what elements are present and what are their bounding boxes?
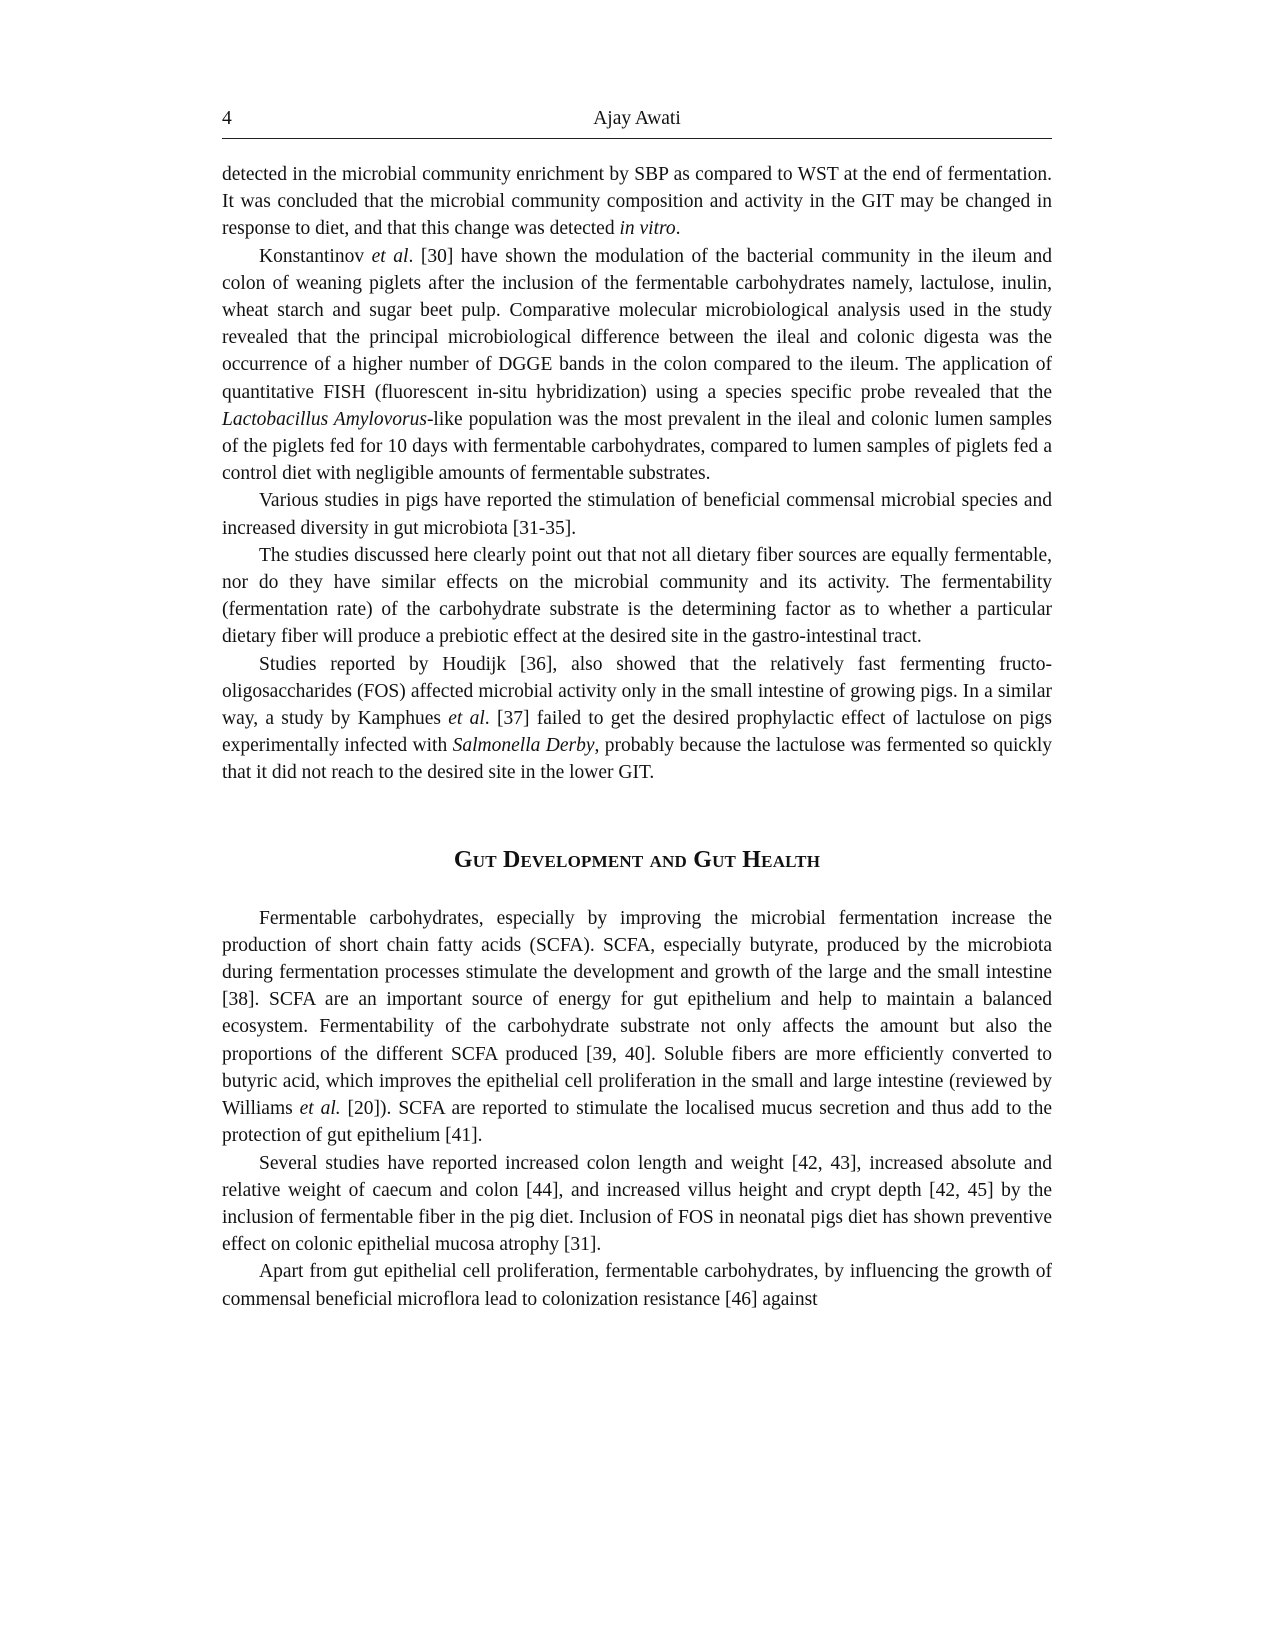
- text-run: [20]). SCFA are reported to stimulate the localised mucus secretion and thus add to the protection of gut epithelium [41].: [222, 1098, 1052, 1147]
- paragraph-studies-discussed: The studies discussed here clearly point out that not all dietary fiber sources are equally fermentable, nor do they have similar effects on the microbial community and its activity. The fermentability (fermentation rate) of the carbohydrate substrate is the determining factor as to whether a particular dietary fiber will produce a prebiotic effect at the desired site in the gastro-intestinal tract.: [222, 544, 1052, 648]
- text-run: .: [675, 218, 681, 240]
- italic-text: Salmonella Derby: [452, 735, 595, 757]
- paragraph-continuation: [222, 161, 1052, 243]
- document-page: [222, 104, 1052, 1313]
- body-text: [222, 161, 1052, 787]
- italic-text: et al.: [299, 1098, 341, 1120]
- text-run: Studies reported by Houdijk [36], also showed that the relatively fast fermenting fructo-oligosaccharides (FOS) affected microbial activity only in the small intestine of growing pigs. In a similar way, a study by Kamphues: [222, 653, 1052, 730]
- running-title: Ajay Awati: [593, 108, 681, 129]
- section-body: [222, 905, 1052, 1313]
- paragraph-houdijk: [222, 651, 1052, 787]
- text-run: Konstantinov: [259, 245, 372, 267]
- text-run: detected in the microbial community enrichment by SBP as compared to WST at the end of fermentation. It was concluded that the microbial community composition and activity in the GIT may be changed in response to diet, and that this change was detected: [222, 164, 1052, 240]
- section-heading: Gut Development and Gut Health: [453, 846, 821, 873]
- text-run: -like population was the most prevalent in the ileal and colonic lumen samples of the piglets fed for 10 days with fermentable carbohydrates, compared to lumen samples of piglets fed a control diet with negligible amounts of fermentable substrates.: [222, 408, 1052, 485]
- italic-text: et al: [371, 245, 409, 267]
- running-header: [222, 104, 1052, 139]
- italic-text: Lactobacillus Amylovorus: [222, 408, 427, 430]
- text-run: . [37] failed to get the desired prophylactic effect of lactulose on pigs experimentally infected with: [222, 708, 1052, 757]
- paragraph-apart-from: Apart from gut epithelial cell proliferation, fermentable carbohydrates, by influencing the growth of commensal beneficial microflora lead to colonization resistance [46] against: [222, 1261, 1052, 1310]
- paragraph-scfa: [222, 905, 1052, 1150]
- paragraph-various-studies: Various studies in pigs have reported the stimulation of beneficial commensal microbial species and increased diversity in gut microbiota [31-35].: [222, 490, 1052, 539]
- paragraph-colon-length: Several studies have reported increased colon length and weight [42, 43], increased absolute and relative weight of caecum and colon [44], and increased villus height and crypt depth [42, 45] by the inclusion of fermentable fiber in the pig diet. Inclusion of FOS in neonatal pigs diet has shown preventive effect on colonic epithelial mucosa atrophy [31].: [222, 1152, 1052, 1256]
- paragraph-konstantinov: [222, 243, 1052, 488]
- italic-text: et al: [448, 708, 485, 730]
- text-run: . [30] have shown the modulation of the bacterial community in the ileum and colon of weaning piglets after the inclusion of the fermentable carbohydrates namely, lactulose, inulin, wheat starch and sugar beet pulp. Comparative molecular microbiological analysis used in the study revealed that the principal microbiological difference between the ileal and colonic digesta was the occurrence of a higher number of DGGE bands in the colon compared to the ileum. The application of quantitative FISH (fluorescent in-situ hybridization) using a species specific probe revealed that the: [222, 245, 1052, 403]
- italic-text: in vitro: [619, 218, 676, 240]
- page-number: 4: [222, 108, 232, 129]
- text-run: Fermentable carbohydrates, especially by improving the microbial fermentation increase the production of short chain fatty acids (SCFA). SCFA, especially butyrate, produced by the microbiota during fermentation processes stimulate the development and growth of the large and the small intestine [38]. SCFA are an important source of energy for gut epithelium and help to maintain a balanced ecosystem. Fermentability of the carbohydrate substrate not only affects the amount but also the proportions of the different SCFA produced [39, 40]. Soluble fibers are more efficiently converted to butyric acid, which improves the epithelial cell proliferation in the small and large intestine (reviewed by Williams: [222, 907, 1052, 1120]
- text-run: , probably because the lactulose was fermented so quickly that it did not reach to the desired site in the lower GIT.: [222, 735, 1052, 784]
